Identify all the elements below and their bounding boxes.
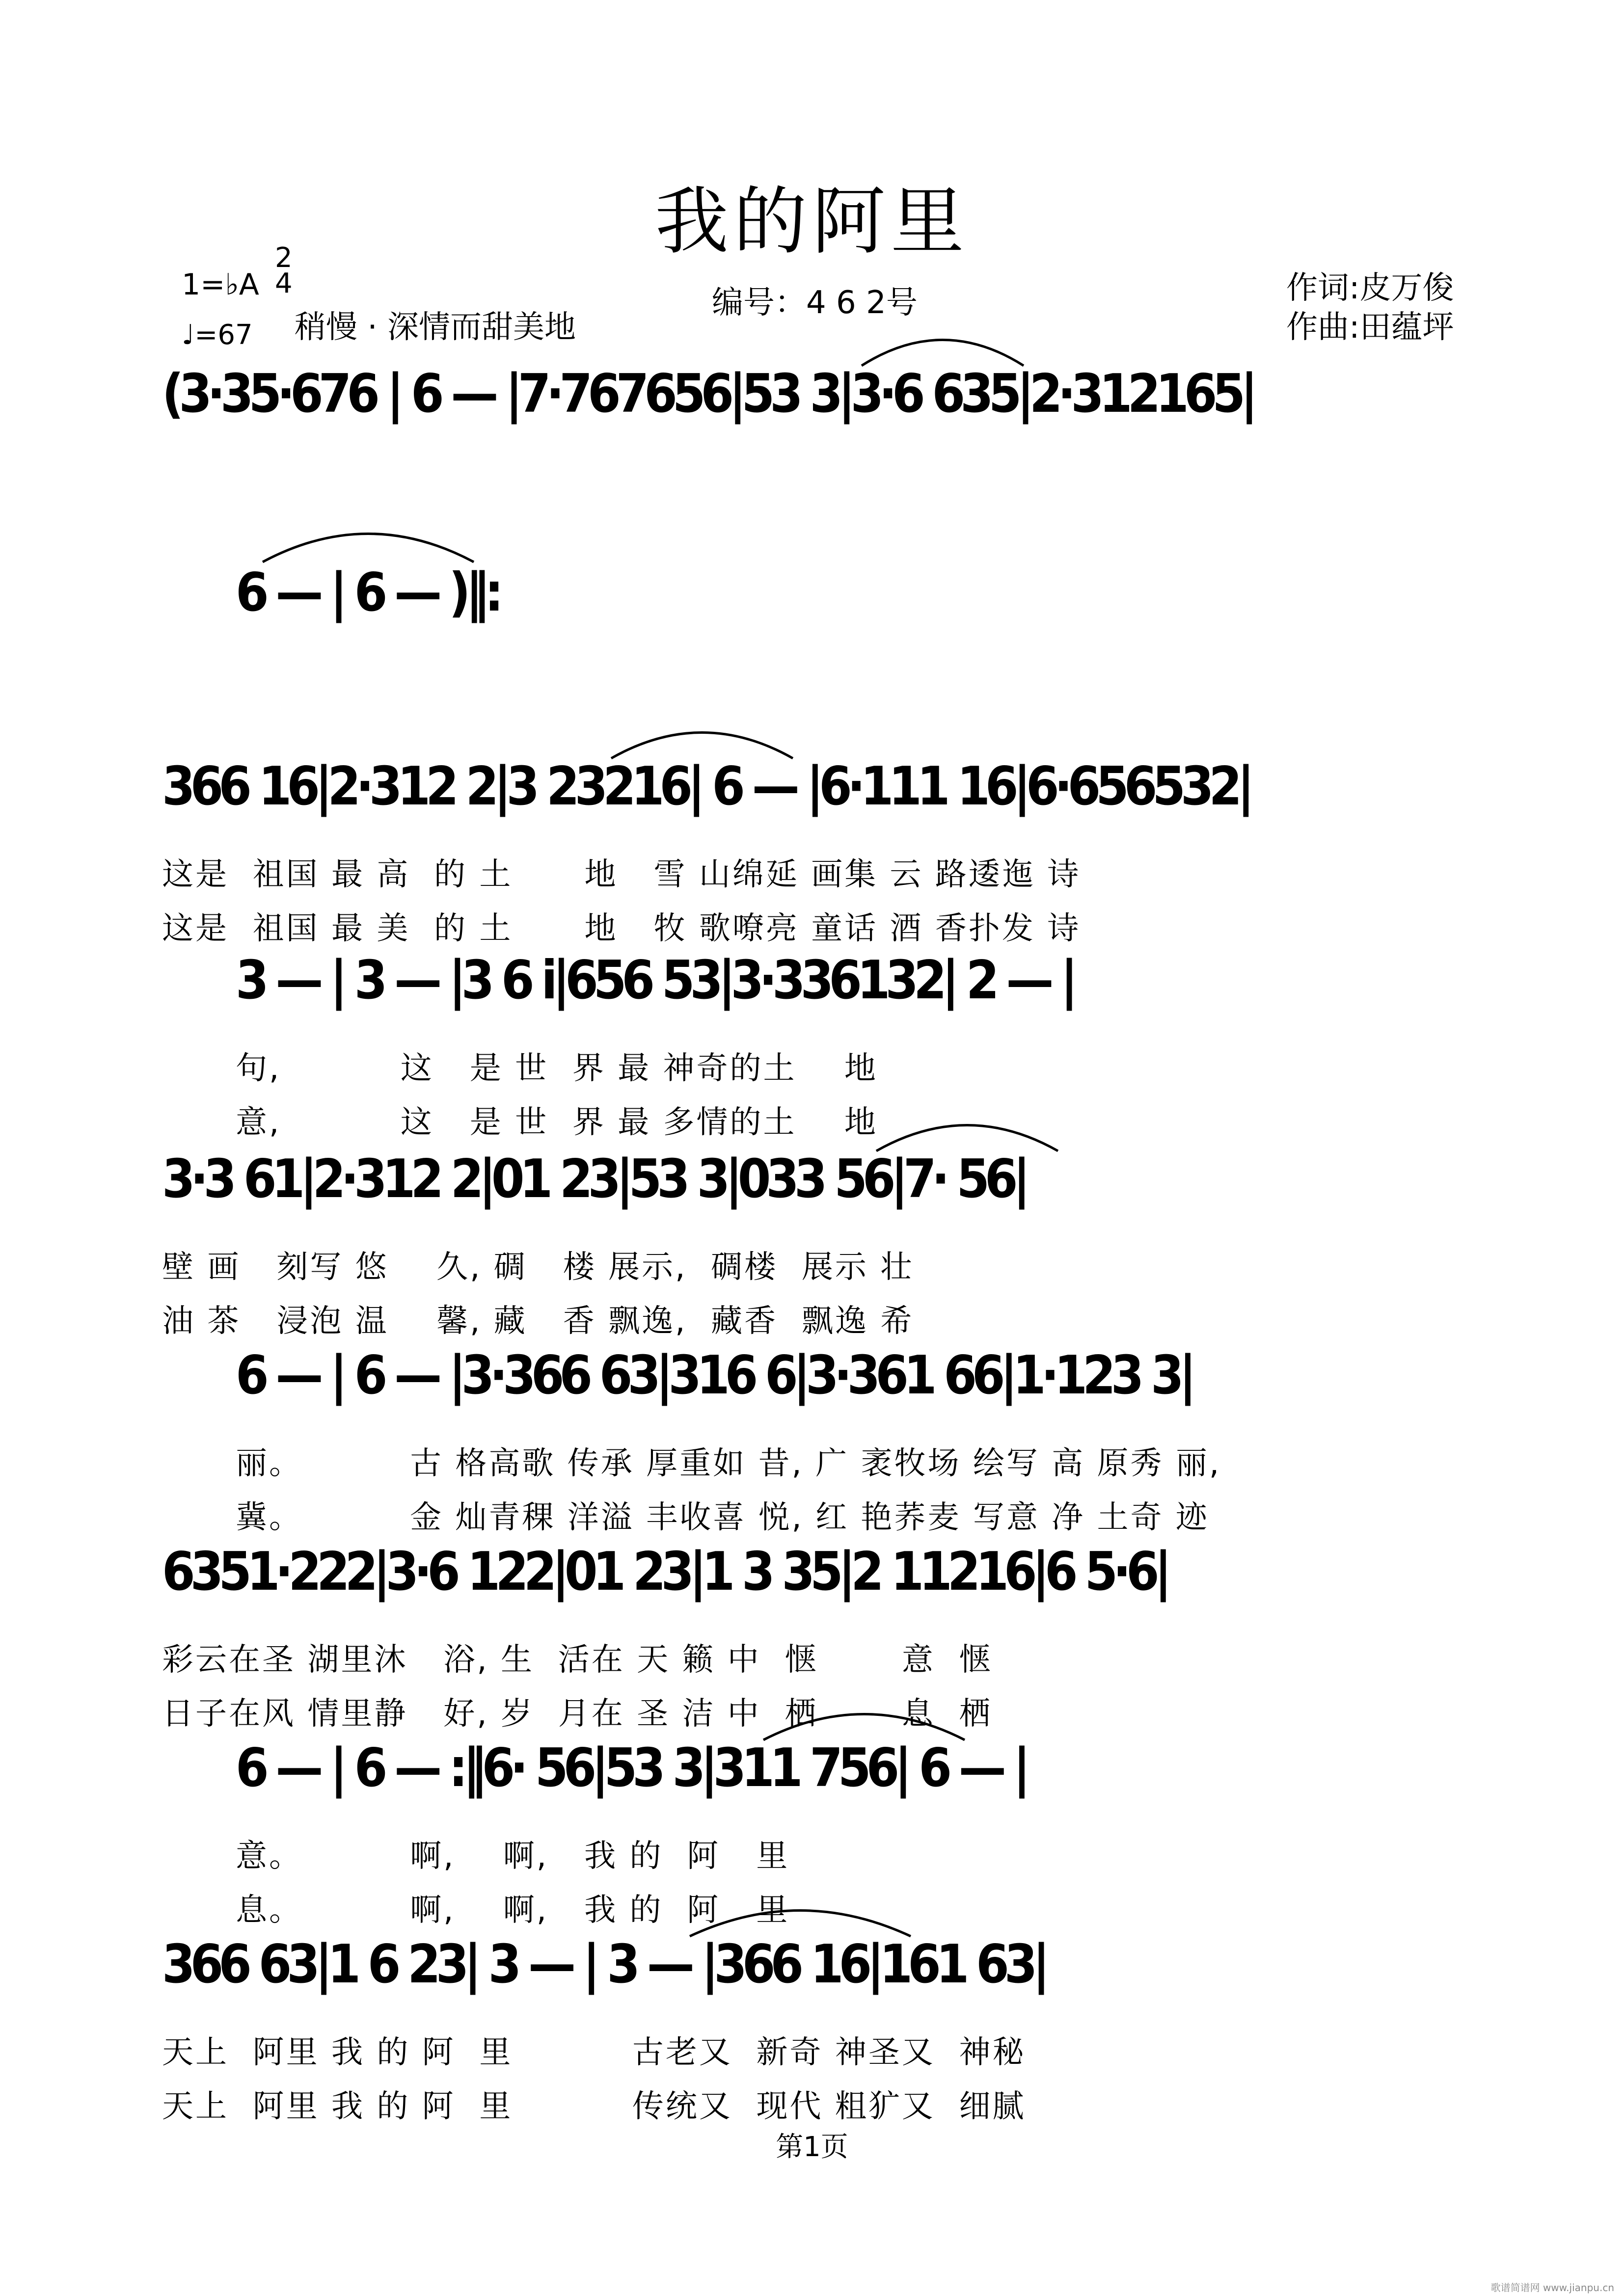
lyrics-verse-1: 彩云在圣 湖里沐 浴, 生 活在 天 籁 中 惬 意 惬 [162,1642,993,1678]
expression-mark: 稍慢 · 深情而甜美地 [295,309,576,346]
notes-line: 366 63|1 6 23| 3 — | 3 — |366 16|161 63| [162,1934,1045,1995]
lyrics-verse-1: 天上 阿里 我 的 阿 里 古老又 新奇 神圣又 神秘 [162,2034,1026,2071]
slur [687,1895,913,1939]
time-signature [275,242,293,299]
lyrics-verse-2: 息。 啊, 啊, 我 的 阿 里 [236,1892,790,1928]
notes-line: 3·3 61|2·312 2|01 23|53 3|033 56|7· 56| [162,1148,1026,1210]
slur [609,717,795,761]
slur [874,1109,1060,1153]
lyrics-verse-2: 日子在风 情里静 好, 岁 月在 圣 洁 中 栖 息 栖 [162,1696,993,1732]
lyrics-verse-2: 天上 阿里 我 的 阿 里 传统又 现代 粗犷又 细腻 [162,2088,1026,2125]
lyrics-verse-1: 句, 这 是 世 界 最 神奇的土 地 [236,1050,878,1087]
slur [761,1698,967,1742]
time-signature-bottom: 4 [275,267,293,299]
time-signature-top: 2 [275,242,293,274]
song-title: 我的阿里 [654,179,969,265]
lyrics-verse-1: 丽。 古 格高歌 传承 厚重如 昔, 广 袤牧场 绘写 高 原秀 丽, [236,1445,1221,1482]
notes-line: 6 — | 6 — :‖6· 56|53 3|311 756| 6 — | [236,1737,1026,1799]
notes-line: (3·35·676 | 6 — |7·767656|53 3|3·6 635|2·312165| [162,363,1253,425]
lyrics-verse-2: 这是 祖国 最 美 的 土 地 牧 歌嘹亮 童话 酒 香扑发 诗 [162,910,1081,947]
notes-line: 366 16|2·312 2|3 23216| 6 — |6·111 16|6·656532| [162,756,1250,817]
lyrics-verse-2: 油 茶 浸泡 温 馨, 藏 香 飘逸, 藏香 飘逸 希 [162,1303,914,1339]
lyrics-verse-2: 意, 这 是 世 界 最 多情的土 地 [236,1104,878,1141]
lyrics-verse-1: 意。 啊, 啊, 我 的 阿 里 [236,1838,790,1874]
notes-line: 6351·222|3·6 122|01 23|1 3 35|2 11216|6 5·6| [162,1541,1167,1602]
composer: 作曲:田蕴坪 [1286,309,1454,346]
notes-line: 6 — | 6 — |3·366 63|316 6|3·361 66|1·123 3| [236,1345,1192,1406]
notes-line: 3 — | 3 — |3 6 i|656 53|3·336132| 2 — | [236,950,1073,1011]
slur [260,520,476,564]
key-signature: 1=♭A [182,267,259,302]
lyrics-verse-1: 这是 祖国 最 高 的 土 地 雪 山绵延 画集 云 路逶迤 诗 [162,856,1081,893]
score-number: 编号：4 6 2号 [712,285,918,321]
lyrics-verse-1: 壁 画 刻写 悠 久, 碉 楼 展示, 碉楼 展示 壮 [162,1249,914,1285]
slur [859,324,1026,368]
notes-line: 6 — | 6 — )‖: [236,562,499,623]
tempo-mark: ♩=67 [182,319,253,351]
watermark: 歌谱简谱网 www.jianpu.cn [1490,2282,1614,2294]
lyricist: 作词:皮万俊 [1286,270,1454,306]
lyrics-verse-2: 冀。 金 灿青稞 洋溢 丰收喜 悦, 红 艳荞麦 写意 净 土奇 迹 [236,1499,1209,1536]
page-number: 第1页 [776,2131,848,2163]
